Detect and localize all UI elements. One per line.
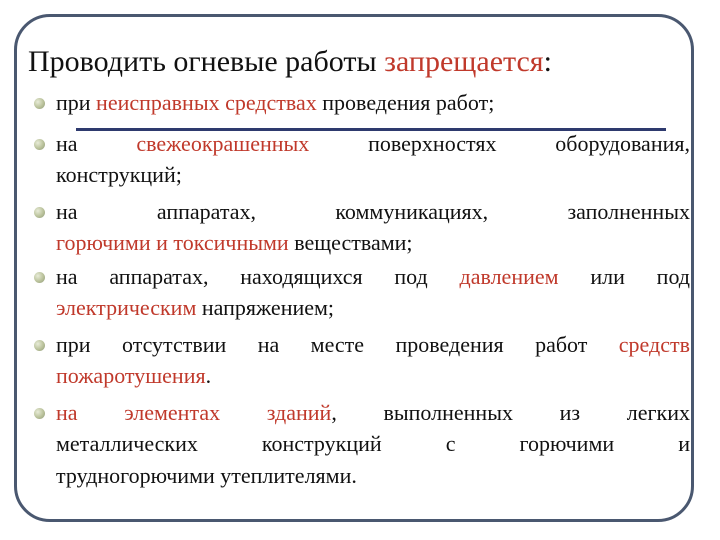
- item-text: трудногорючими утеплителями.: [56, 463, 357, 488]
- item-line: [56, 402, 690, 424]
- title-highlight: запрещается: [384, 45, 544, 78]
- highlighted-text: горючими и токсичными: [56, 230, 289, 255]
- highlighted-text: на элементах зданий: [56, 400, 332, 425]
- item-text: поверхностях оборудования,: [309, 131, 690, 156]
- bullet-icon: [34, 207, 45, 218]
- item-line: [56, 164, 690, 186]
- title-colon: :: [543, 45, 552, 78]
- item-line: [56, 201, 690, 223]
- item-text: веществами;: [288, 230, 413, 255]
- item-text: напряжением;: [196, 295, 335, 320]
- item-text: на: [56, 131, 137, 156]
- bullet-icon: [34, 98, 45, 109]
- item-text: проведения работ;: [316, 90, 495, 115]
- item-text: металлических конструкций с горючими и: [56, 431, 690, 456]
- item-text: при: [56, 90, 97, 115]
- item-line: [56, 133, 690, 155]
- highlighted-text: свежеокрашенных: [136, 131, 310, 156]
- item-text: конструкций;: [56, 162, 182, 187]
- item-text: или под: [558, 264, 691, 289]
- item-text: на аппаратах, находящихся под: [56, 264, 460, 289]
- item-line: [56, 433, 690, 455]
- item-line: [56, 232, 690, 254]
- item-text: .: [205, 363, 212, 388]
- bullet-icon: [34, 408, 45, 419]
- item-line: [56, 266, 690, 288]
- item-text: при отсутствии на месте проведения работ: [56, 332, 619, 357]
- item-line: [56, 365, 690, 387]
- highlighted-text: неисправных средствах: [96, 90, 317, 115]
- bullet-icon: [34, 139, 45, 150]
- highlighted-text: давлением: [459, 264, 559, 289]
- item-line: [56, 297, 690, 319]
- item-line: [56, 92, 690, 114]
- highlighted-text: электрическим: [56, 295, 197, 320]
- title-main: Проводить огневые работы: [28, 45, 385, 78]
- bullet-icon: [34, 340, 45, 351]
- item-text: , выполненных из легких: [331, 400, 690, 425]
- highlighted-text: средств: [618, 332, 690, 357]
- slide-title: [28, 47, 552, 77]
- highlighted-text: пожаротушения: [56, 363, 206, 388]
- item-text: на аппаратах, коммуникациях, заполненных: [56, 199, 690, 224]
- item-line: [56, 465, 690, 487]
- bullet-icon: [34, 272, 45, 283]
- item-line: [56, 334, 690, 356]
